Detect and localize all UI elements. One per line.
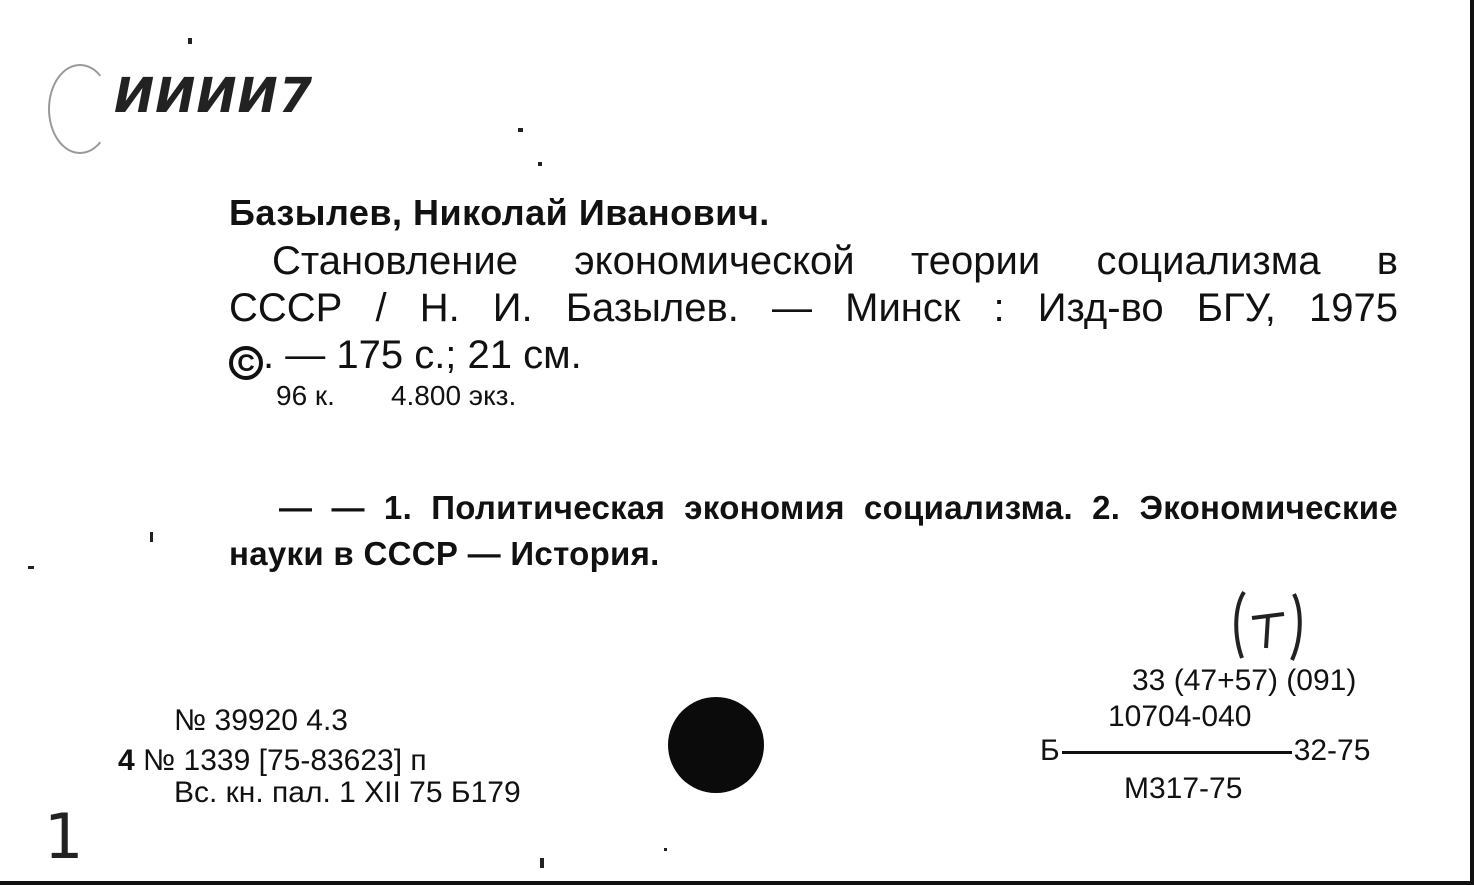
classification-index: 33 (47+57) (091): [1132, 664, 1357, 697]
extent-line: [229, 332, 1398, 380]
speck: [188, 38, 192, 44]
price-line: [276, 380, 516, 412]
order-number: № 39920 4.3: [174, 704, 348, 737]
fraction-rule: [1062, 751, 1292, 754]
handwritten-t-mark: [1222, 588, 1312, 668]
author-heading: Базылев, Николай Иванович.: [229, 192, 770, 233]
classification-denominator: М317-75: [1124, 772, 1243, 805]
record-number: № 1339 [75-83623] п: [143, 744, 427, 777]
title-line: Становление экономической теории социализма в: [272, 239, 1398, 283]
speck: [664, 848, 667, 851]
extent-text: . — 175 с.; 21 см.: [263, 333, 582, 377]
stamp-circle: [48, 64, 112, 154]
speck: [150, 532, 153, 542]
punch-hole: [668, 697, 764, 793]
handwritten-mark: 1: [44, 800, 84, 873]
speck: [28, 566, 34, 569]
speck: [518, 128, 523, 132]
speck: [538, 162, 542, 166]
copyright-icon: C: [229, 346, 263, 380]
fraction-left: Б: [1040, 734, 1060, 767]
inventory-number: ИИИИ7: [114, 68, 314, 124]
bibliographic-description: [229, 238, 1398, 380]
print-run: 4.800 экз.: [390, 380, 517, 411]
bottom-prefix: 4: [118, 744, 135, 777]
speck: [540, 858, 544, 868]
subjects-line-1: — — 1. Политическая экономия социализма. 2. Экономические: [279, 489, 1398, 526]
subject-headings: [229, 485, 1398, 577]
fraction-right: 32-75: [1293, 734, 1371, 767]
subjects-line-2: науки в СССР — История.: [229, 535, 660, 572]
classification-code: 10704-040: [1108, 700, 1252, 733]
imprint-line: СССР / Н. И. Базылев. — Минск : Изд-во БГУ, 1975: [229, 286, 1398, 330]
fraction-line: [1040, 734, 1370, 768]
chamber-info: Вс. кн. пал. 1 XII 75 Б179: [174, 776, 521, 809]
record-line: [118, 744, 427, 778]
price: 96 к.: [276, 380, 335, 411]
